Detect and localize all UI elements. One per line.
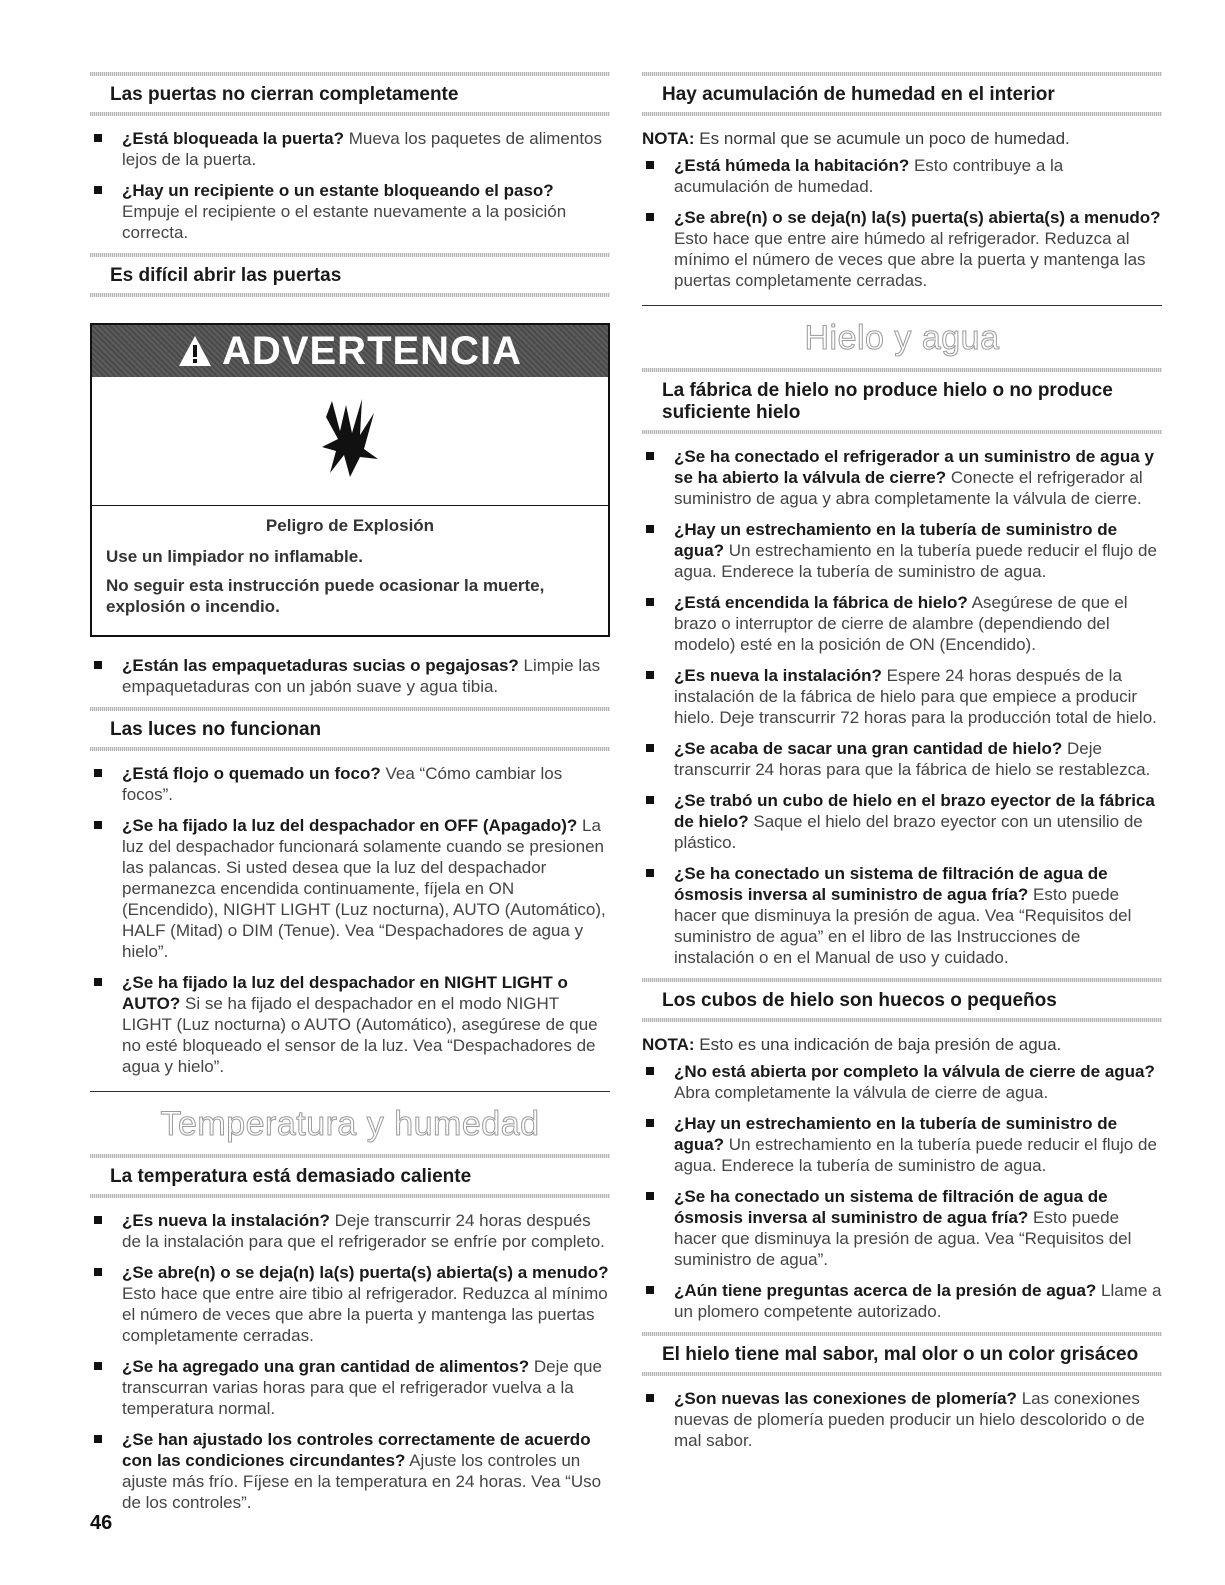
list-item	[642, 790, 1162, 853]
item-answer: Vea “Cómo cambiar los focos”.	[122, 764, 563, 804]
note-label: NOTA:	[642, 129, 695, 148]
item-question: ¿Se abre(n) o se deja(n) la(s) puerta(s) abierta(s) a menudo?	[122, 1263, 609, 1282]
section-heading: La fábrica de hielo no produce hielo o no produce suficiente hielo	[642, 368, 1162, 434]
item-question: ¿Se ha conectado un sistema de filtración de agua de ósmosis inversa al suministro de agua fría?	[674, 1187, 1108, 1227]
item-question: ¿Es nueva la instalación?	[674, 666, 882, 685]
troubleshoot-list	[90, 1210, 610, 1513]
item-answer: Esto puede hacer que disminuya la presión de agua. Vea “Requisitos del suministro de agua” en el libro de las Instrucciones de instalación o en el Manual de uso y cuidado.	[674, 885, 1132, 967]
item-answer: Esto hace que entre aire húmedo al refrigerador. Reduzca al mínimo el número de veces que abre la puerta y mantenga las puertas completamente cerradas.	[674, 229, 1146, 290]
section-heading: Los cubos de hielo son huecos o pequeños	[642, 978, 1162, 1022]
item-answer: Espere 24 horas después de la instalación de la fábrica de hielo para que empiece a producir hielo. Deje transcurrir 72 horas para la producción total de hielo.	[674, 666, 1157, 727]
troubleshoot-list	[642, 155, 1162, 291]
item-answer: Mueva los paquetes de alimentos lejos de la puerta.	[122, 129, 602, 169]
note	[642, 128, 1162, 149]
item-answer: Empuje el recipiente o el estante nuevamente a la posición correcta.	[122, 202, 567, 242]
list-item	[90, 128, 610, 170]
list-item	[90, 1429, 610, 1513]
item-answer: Asegúrese de que el brazo o interruptor de cierre de alambre (dependiendo del modelo) esté en la posición de ON (Encendido).	[674, 593, 1128, 654]
list-item	[90, 1356, 610, 1419]
item-question: ¿Está encendida la fábrica de hielo?	[674, 593, 968, 612]
item-question: ¿Se ha conectado el refrigerador a un suministro de agua y se ha abierto la válvula de cierre?	[674, 447, 1154, 487]
item-answer: La luz del despachador funcionará solamente cuando se presionen las palancas. Si usted desea que la luz del despachador permanezca encendida continuamente, fíjela en ON (Encendido), NIGHT LIGHT (Luz nocturna), AUTO (Automático), HALF (Mitad) o DIM (Tenue). Vea “Despachadores de agua y hielo”.	[122, 816, 606, 961]
warning-signal-word: ADVERTENCIA	[222, 328, 522, 373]
item-answer: Un estrechamiento en la tubería puede reducir el flujo de agua. Enderece la tubería de suministro de agua.	[674, 1135, 1157, 1175]
note-text: Es normal que se acumule un poco de humedad.	[699, 129, 1070, 148]
warning-box	[90, 323, 610, 637]
item-answer: Las conexiones nuevas de plomería pueden producir un hielo descolorido o de mal sabor.	[674, 1389, 1145, 1450]
warning-hazard: Peligro de Explosión	[265, 516, 435, 535]
troubleshoot-list	[90, 655, 610, 697]
item-question: ¿Aún tiene preguntas acerca de la presión de agua?	[674, 1281, 1097, 1300]
troubleshoot-list	[642, 1061, 1162, 1322]
warning-consequence: No seguir esta instrucción puede ocasionar la muerte, explosión o incendio.	[106, 576, 545, 616]
warning-instruction: Use un limpiador no inflamable.	[106, 547, 363, 566]
list-item	[642, 1280, 1162, 1322]
right-column	[642, 72, 1162, 1461]
item-answer: Limpie las empaquetaduras con un jabón suave y agua tibia.	[122, 656, 601, 696]
item-question: ¿Se abre(n) o se deja(n) la(s) puerta(s) abierta(s) a menudo?	[674, 208, 1161, 227]
list-item	[642, 519, 1162, 582]
list-item	[642, 1186, 1162, 1270]
warning-body	[92, 506, 608, 635]
item-question: ¿Son nuevas las conexiones de plomería?	[674, 1389, 1017, 1408]
item-question: ¿Se acaba de sacar una gran cantidad de hielo?	[674, 739, 1063, 758]
troubleshoot-list	[642, 446, 1162, 968]
list-item	[90, 655, 610, 697]
item-answer: Deje que transcurran varias horas para que el refrigerador vuelva a la temperatura normal.	[122, 1357, 602, 1418]
list-item	[642, 592, 1162, 655]
item-answer: Deje transcurrir 24 horas después de la instalación para que el refrigerador se enfríe por completo.	[122, 1211, 605, 1251]
item-answer: Llame a un plomero competente autorizado.	[674, 1281, 1162, 1321]
note-text: Esto es una indicación de baja presión de agua.	[699, 1035, 1062, 1054]
section-heading: La temperatura está demasiado caliente	[90, 1154, 610, 1198]
item-answer: Conecte el refrigerador al suministro de agua y abra completamente la válvula de cierre.	[674, 468, 1143, 508]
list-item	[90, 1262, 610, 1346]
troubleshoot-list	[90, 128, 610, 243]
page-number: 46	[90, 1512, 113, 1534]
list-item	[90, 815, 610, 962]
item-question: ¿Se ha conectado un sistema de filtración de agua de ósmosis inversa al suministro de agua fría?	[674, 864, 1108, 904]
list-item	[642, 863, 1162, 968]
item-answer: Esto puede hacer que disminuya la presión de agua. Vea “Requisitos del suministro de agua”.	[674, 1208, 1132, 1269]
section-heading: Las luces no funcionan	[90, 707, 610, 751]
list-item	[642, 1113, 1162, 1176]
section-title: Temperatura y humedad	[90, 1091, 610, 1146]
list-item	[90, 180, 610, 243]
list-item	[90, 763, 610, 805]
warning-header	[92, 325, 608, 377]
item-answer: Esto contribuye a la acumulación de humedad.	[674, 156, 1064, 196]
section-title: Hielo y agua	[642, 305, 1162, 360]
item-question: ¿Se trabó un cubo de hielo en el brazo eyector de la fábrica de hielo?	[674, 791, 1155, 831]
item-question: ¿No está abierta por completo la válvula de cierre de agua?	[674, 1062, 1155, 1081]
item-answer: Si se ha fijado el despachador en el modo NIGHT LIGHT (Luz nocturna) o AUTO (Automático), asegúrese de que no esté bloqueado el sensor de la luz. Vea “Despachadores de agua y hielo”.	[122, 994, 598, 1076]
list-item	[642, 738, 1162, 780]
list-item	[642, 1388, 1162, 1451]
list-item	[90, 1210, 610, 1252]
list-item	[642, 207, 1162, 291]
item-question: ¿Está flojo o quemado un foco?	[122, 764, 381, 783]
item-question: ¿Hay un recipiente o un estante bloqueando el paso?	[122, 181, 554, 200]
troubleshoot-list	[642, 1388, 1162, 1451]
warning-triangle-icon	[178, 334, 212, 368]
item-question: ¿Se han ajustado los controles correctamente de acuerdo con las condiciones circundantes?	[122, 1430, 591, 1470]
list-item	[642, 1061, 1162, 1103]
item-answer: Saque el hielo del brazo eyector con un utensilio de plástico.	[674, 812, 1143, 852]
section-heading: Es difícil abrir las puertas	[90, 253, 610, 297]
item-question: ¿Se ha fijado la luz del despachador en OFF (Apagado)?	[122, 816, 578, 835]
section-heading: Las puertas no cierran completamente	[90, 72, 610, 116]
item-question: ¿Están las empaquetaduras sucias o pegajosas?	[122, 656, 519, 675]
item-question: ¿Hay un estrechamiento en la tubería de suministro de agua?	[674, 520, 1118, 560]
section-heading: Hay acumulación de humedad en el interior	[642, 72, 1162, 116]
section-heading: El hielo tiene mal sabor, mal olor o un color grisáceo	[642, 1332, 1162, 1376]
list-item	[642, 446, 1162, 509]
item-answer: Ajuste los controles un ajuste más frío. Fíjese en la temperatura en 24 horas. Vea “Uso de los controles”.	[122, 1451, 602, 1512]
item-answer: Un estrechamiento en la tubería puede reducir el flujo de agua. Enderece la tubería de suministro de agua.	[674, 541, 1157, 581]
note-label: NOTA:	[642, 1035, 695, 1054]
item-question: ¿Hay un estrechamiento en la tubería de suministro de agua?	[674, 1114, 1118, 1154]
item-answer: Deje transcurrir 24 horas para que la fábrica de hielo se restablezca.	[674, 739, 1151, 779]
item-question: ¿Es nueva la instalación?	[122, 1211, 330, 1230]
note	[642, 1034, 1162, 1055]
explosion-icon	[302, 393, 398, 489]
list-item	[90, 972, 610, 1077]
list-item	[642, 155, 1162, 197]
item-question: ¿Está húmeda la habitación?	[674, 156, 910, 175]
item-answer: Esto hace que entre aire tibio al refrigerador. Reduzca al mínimo el número de veces que abre la puerta y mantenga las puertas completamente cerradas.	[122, 1284, 608, 1345]
item-question: ¿Se ha fijado la luz del despachador en NIGHT LIGHT o AUTO?	[122, 973, 568, 1013]
item-answer: Abra completamente la válvula de cierre de agua.	[674, 1083, 1049, 1102]
list-item	[642, 665, 1162, 728]
left-column	[90, 72, 610, 1523]
troubleshoot-list	[90, 763, 610, 1077]
warning-icon-area	[92, 377, 608, 506]
item-question: ¿Está bloqueada la puerta?	[122, 129, 344, 148]
item-question: ¿Se ha agregado una gran cantidad de alimentos?	[122, 1357, 530, 1376]
